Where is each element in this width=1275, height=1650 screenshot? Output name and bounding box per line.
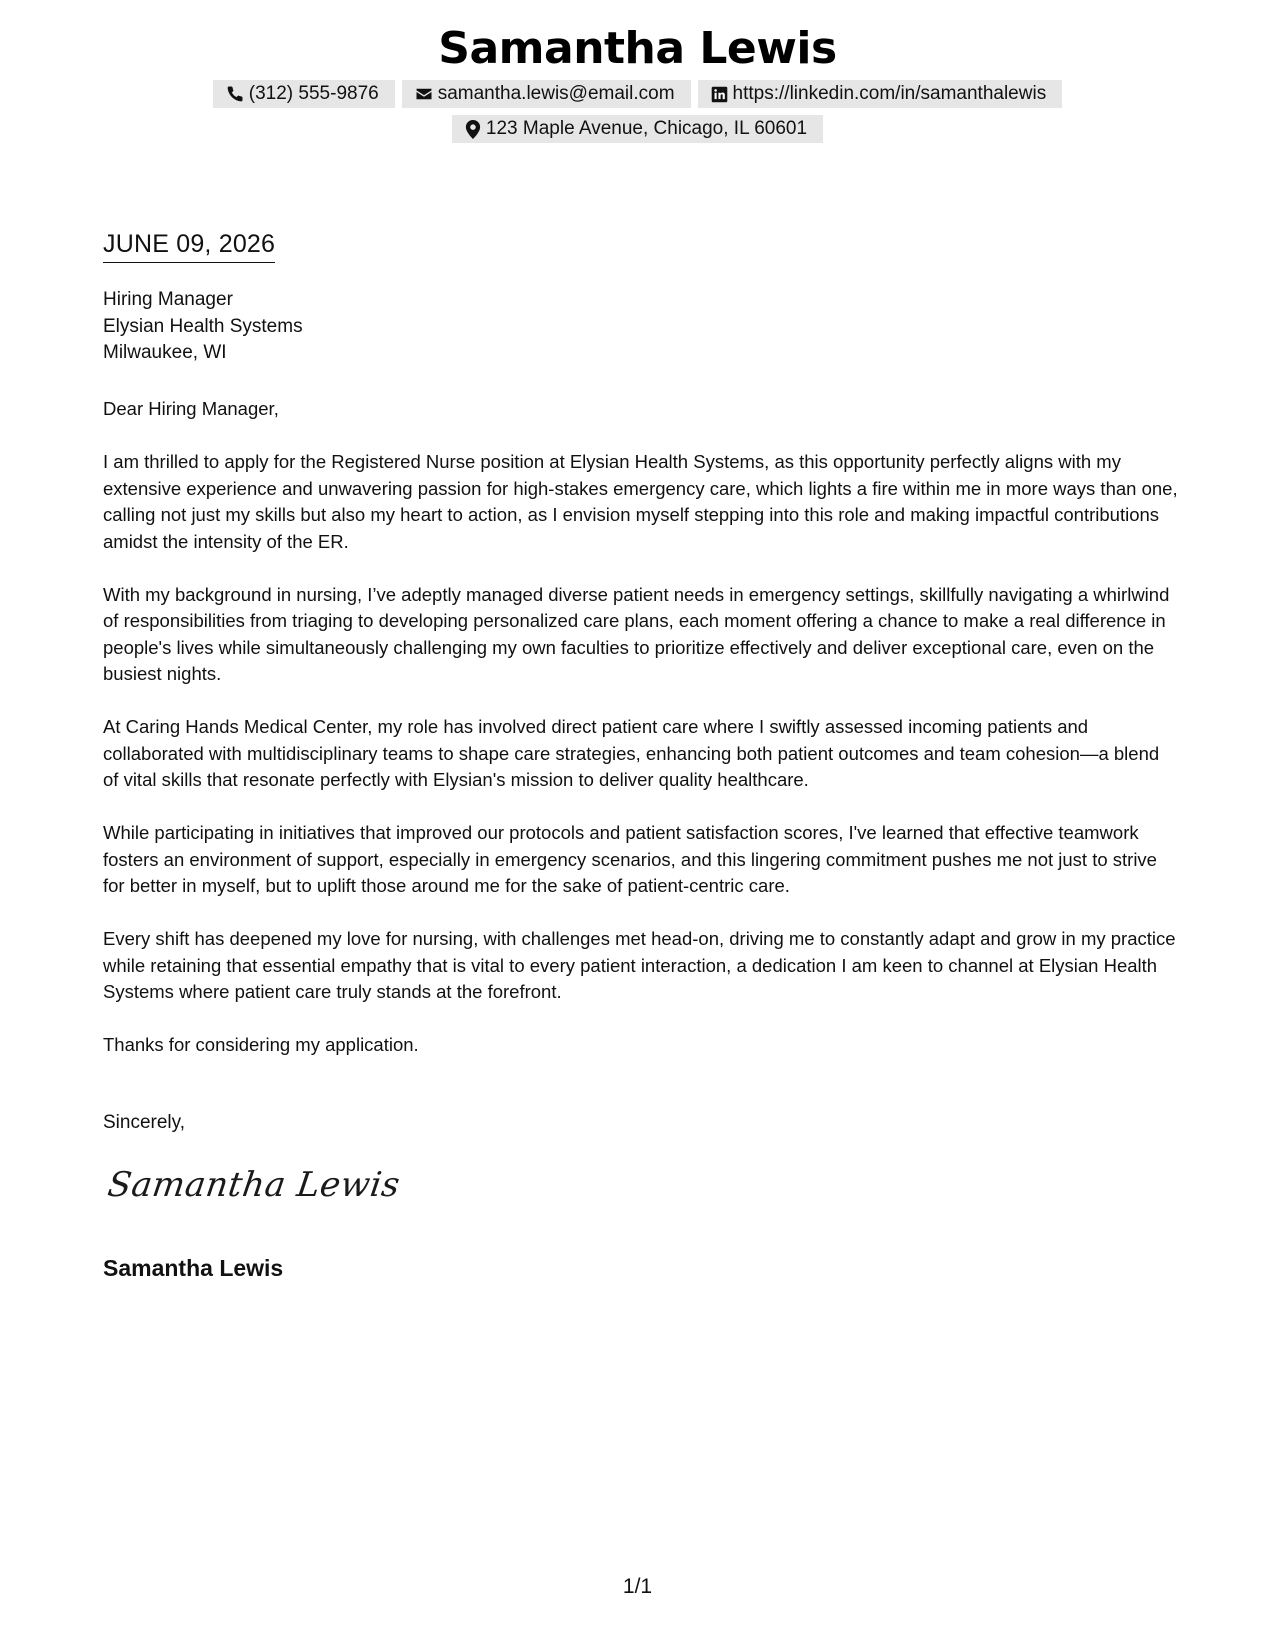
phone-icon: [226, 85, 244, 103]
recipient-block: [103, 287, 303, 367]
salutation: Dear Hiring Manager,: [103, 398, 279, 419]
page-number: 1/1: [622, 1575, 653, 1598]
body-paragraph: Every shift has deepened my love for nursing, with challenges met head-on, driving me to constantly adapt and grow in my practice while retaining that essential empathy that is vital to every patient interaction, a dedication I am keen to channel at Elysian Health Systems where patient care truly stands at the forefront.: [103, 928, 1176, 1002]
body-paragraph: At Caring Hands Medical Center, my role has involved direct patient care where I swiftly assessed incoming patients and collaborated with multidisciplinary teams to shape care strategies, enhancing both patient outcomes and team cohesion—a blend of vital skills that resonate perfectly with Elysian's mission to deliver quality healthcare.: [103, 716, 1160, 790]
contact-row-secondary: [0, 115, 1275, 143]
map-marker-icon: [465, 120, 481, 139]
envelope-icon: [415, 85, 433, 103]
body-paragraph: Thanks for considering my application.: [103, 1034, 419, 1055]
email-chip: [402, 80, 691, 108]
email-link[interactable]: samantha.lewis@email.com: [437, 83, 675, 104]
address-text: 123 Maple Avenue, Chicago, IL 60601: [485, 118, 808, 139]
linkedin-link[interactable]: https://linkedin.com/in/samanthalewis: [732, 83, 1047, 104]
handwritten-signature: Samantha Lewis: [105, 1165, 403, 1205]
phone-chip: [213, 80, 395, 108]
recipient-location: Milwaukee, WI: [103, 342, 227, 363]
closing-line: Sincerely,: [103, 1112, 186, 1133]
letter-body: [103, 396, 1178, 1085]
address-chip: [452, 115, 823, 143]
recipient-company: Elysian Health Systems: [103, 315, 303, 337]
linkedin-chip: [698, 80, 1063, 108]
letter-date: JUNE 09, 2026: [103, 228, 275, 263]
body-paragraph: With my background in nursing, I’ve adeptly managed diverse patient needs in emergency settings, skillfully navigating a whirlwind of responsibilities from triaging to developing personalized care plans, each moment offering a chance to make a real difference in people's lives while simultaneously challenging my own faculties to prioritize effectively and deliver exceptional care, even on the busiest nights.: [103, 583, 1170, 684]
body-paragraph: I am thrilled to apply for the Registered Nurse position at Elysian Health Systems, as this opportunity perfectly aligns with my extensive experience and unwavering passion for high-stakes emergency care, which lights a fire within me in more ways than one, calling not just my skills but also my heart to action, as I envision myself stepping into this role and making impactful contributions amidst the intensity of the ER.: [103, 451, 1178, 552]
phone-text: (312) 555-9876: [248, 83, 379, 104]
contact-row-primary: [0, 80, 1275, 108]
body-paragraph: While participating in initiatives that improved our protocols and patient satisfaction scores, I've learned that effective teamwork fosters an environment of support, especially in emergency scenarios, and this lingering commitment pushes me not just to strive for better in myself, but to uplift those around me for the sake of patient-centric care.: [103, 822, 1157, 896]
applicant-name-heading: Samantha Lewis: [438, 23, 837, 74]
linkedin-icon: [711, 86, 728, 103]
signed-name: Samantha Lewis: [103, 1255, 284, 1281]
recipient-title: Hiring Manager: [103, 289, 233, 310]
